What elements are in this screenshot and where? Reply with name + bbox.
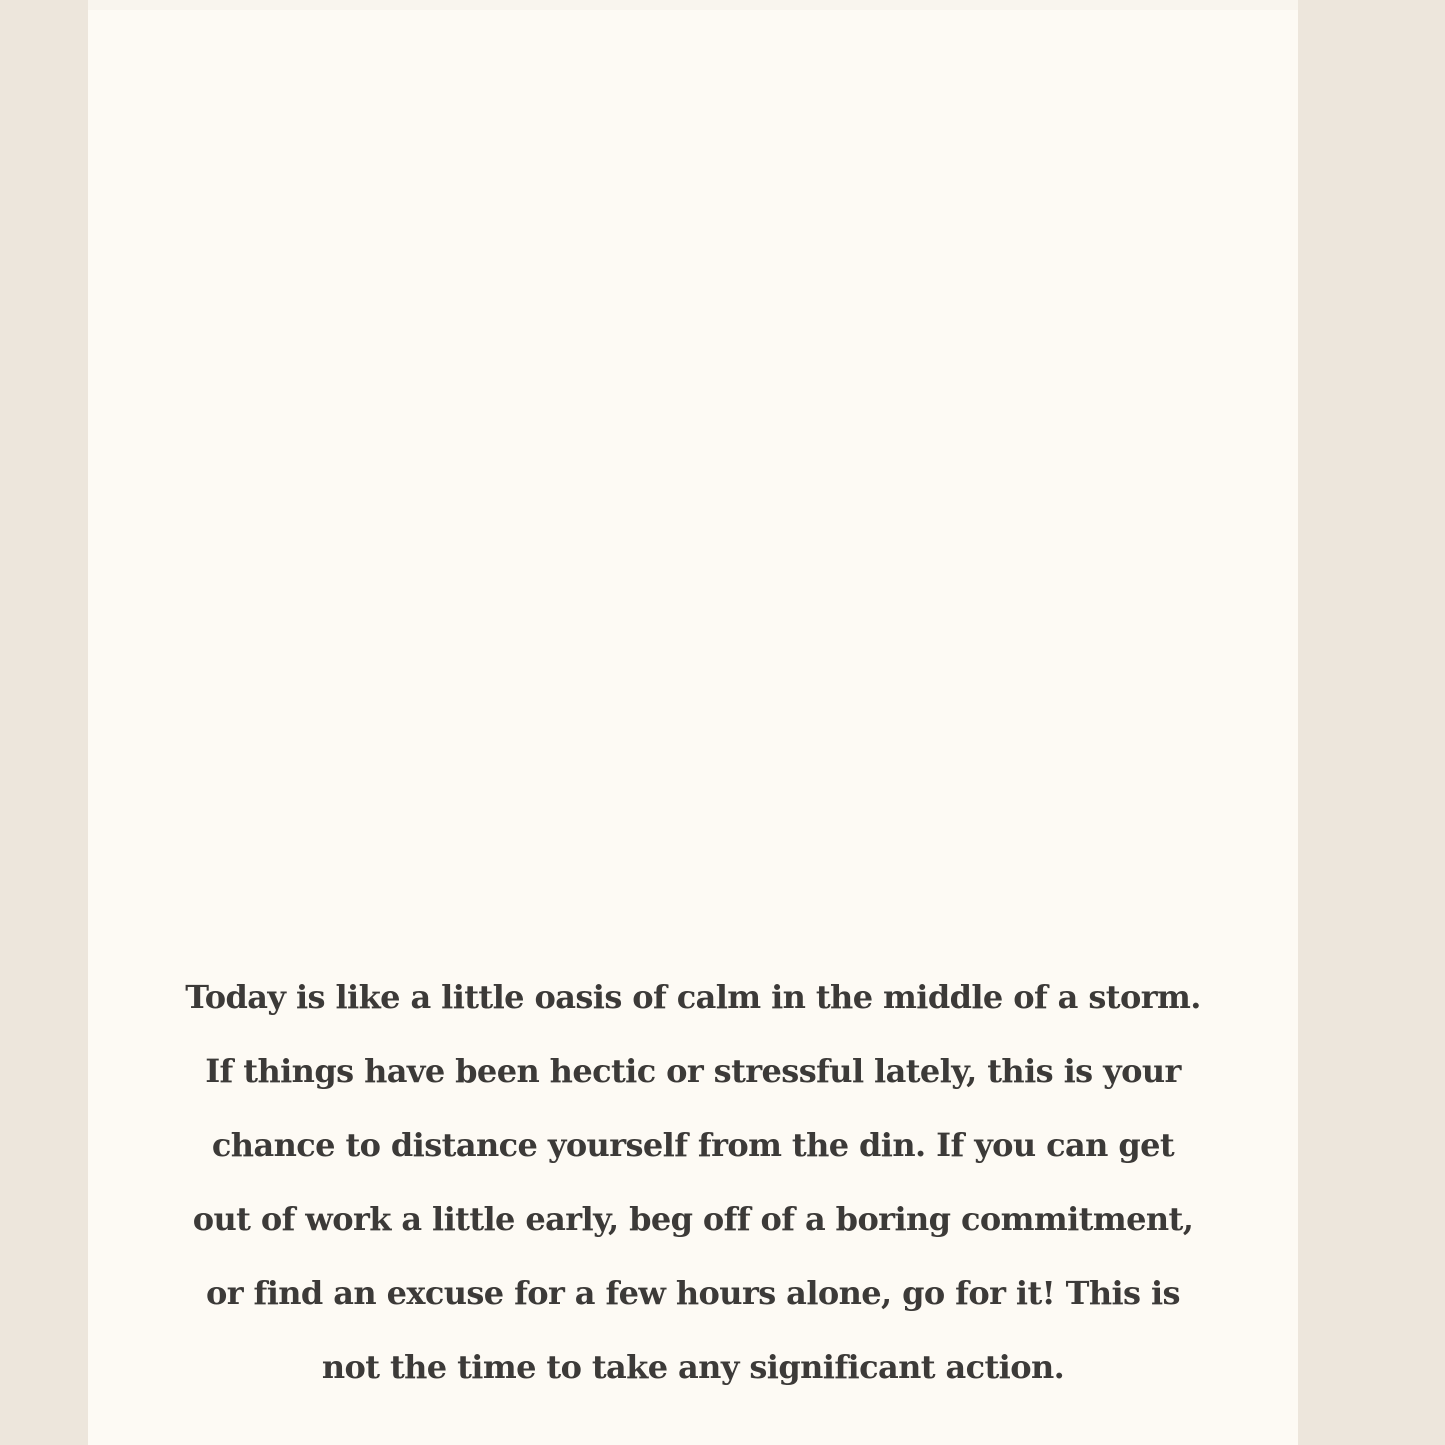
message-line: out of work a little early, beg off of a boring commitment, xyxy=(192,1200,1194,1238)
horoscope-message xyxy=(88,960,1298,1404)
card-top-strip xyxy=(88,0,1298,10)
message-line: Today is like a little oasis of calm in the middle of a storm. xyxy=(185,978,1201,1016)
message-line: or find an excuse for a few hours alone, go for it! This is xyxy=(206,1274,1180,1312)
message-line: not the time to take any significant action. xyxy=(321,1348,1065,1386)
content-card xyxy=(88,0,1298,1445)
message-line: chance to distance yourself from the din. If you can get xyxy=(211,1126,1175,1164)
message-line: If things have been hectic or stressful lately, this is your xyxy=(205,1052,1181,1090)
